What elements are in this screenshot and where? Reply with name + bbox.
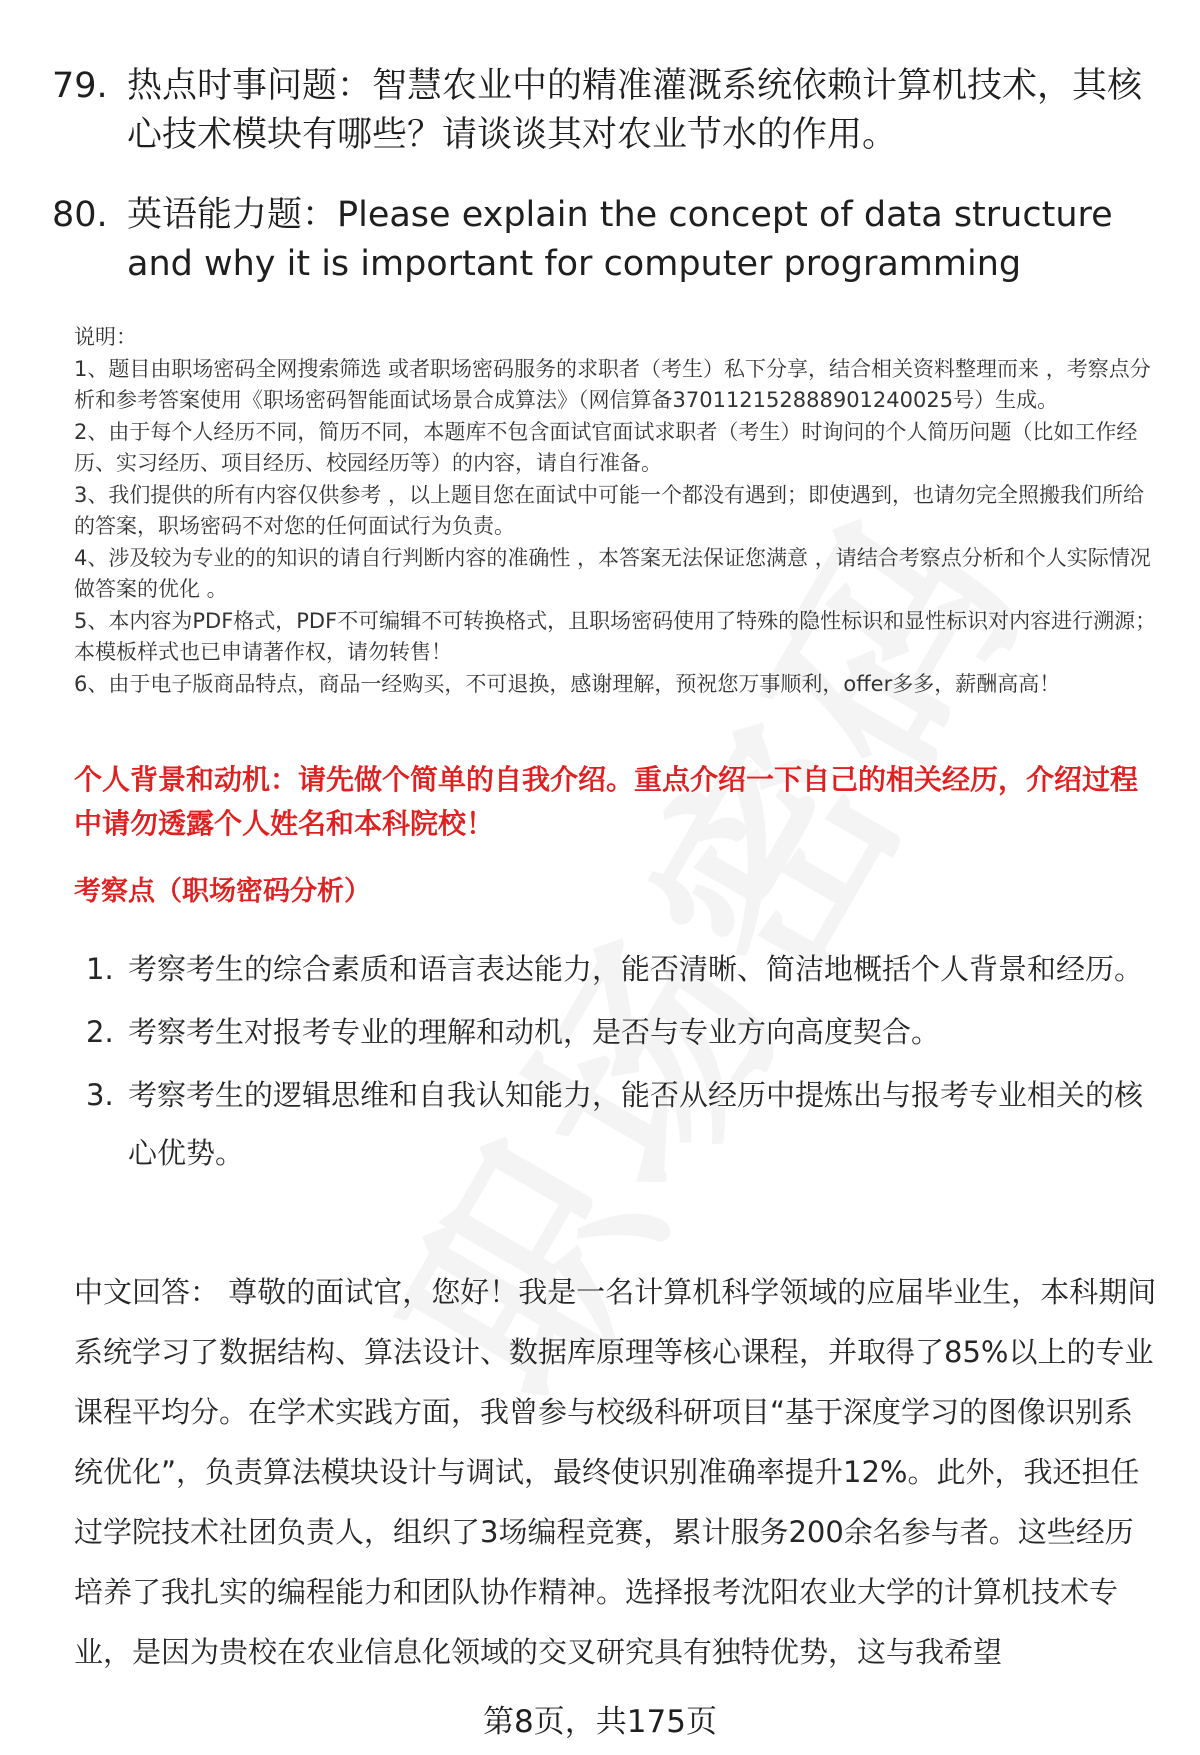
- section-title: 个人背景和动机：请先做个简单的自我介绍。重点介绍一下自己的相关经历，介绍过程中请勿透露个人姓名和本科院校！: [74, 763, 1139, 840]
- list-item: [86, 940, 1156, 998]
- disclaimer-notes: [74, 322, 1159, 700]
- assessment-points-title: 考察点（职场密码分析）: [74, 876, 371, 907]
- list-item: [86, 1003, 1156, 1061]
- notes-heading: 说明：: [74, 325, 137, 349]
- list-item: [86, 1066, 1156, 1182]
- list-item-number: 1.: [86, 952, 114, 986]
- question-79: [52, 62, 1162, 160]
- list-item-text: 考察考生的综合素质和语言表达能力，能否清晰、简洁地概括个人背景和经历。: [128, 952, 1144, 986]
- note-item: 2、由于每个人经历不同，简历不同，本题库不包含面试官面试求职者（考生）时询问的个人简历问题（比如工作经历、实习经历、项目经历、校园经历等）的内容，请自行准备。: [74, 419, 1138, 475]
- question-text: 英语能力题：Please explain the concept of data structure and why it is important for computer programming: [127, 195, 1113, 284]
- note-item: 5、本内容为PDF格式，PDF不可编辑不可转换格式，且职场密码使用了特殊的隐性标识和显性标识对内容进行溯源；本模板样式也已申请著作权，请勿转售！: [74, 608, 1157, 664]
- page-footer: 第8页，共175页: [483, 1704, 717, 1740]
- question-number: 80.: [52, 195, 108, 235]
- chinese-answer: 中文回答： 尊敬的面试官，您好！我是一名计算机科学领域的应届毕业生，本科期间系统学习了数据结构、算法设计、数据库原理等核心课程，并取得了85%以上的专业课程平均分。在学术实践方面，我曾参与校级科研项目“基于深度学习的图像识别系统优化”，负责算法模块设计与调试，最终使识别准确率提升12%。此外，我还担任过学院技术社团负责人，组织了3场编程竞赛，累计服务200余名参与者。这些经历培养了我扎实的编程能力和团队协作精神。选择报考沈阳农业大学的计算机技术专业，是因为贵校在农业信息化领域的交叉研究具有独特优势，这与我希望: [74, 1275, 1157, 1669]
- list-item-number: 2.: [86, 1015, 114, 1049]
- list-item-number: 3.: [86, 1078, 114, 1112]
- note-item: 4、涉及较为专业的的知识的请自行判断内容的准确性 ，本答案无法保证您满意 ，请结合考察点分析和个人实际情况做答案的优化 。: [74, 545, 1151, 601]
- question-text: 热点时事问题：智慧农业中的精准灌溉系统依赖计算机技术，其核心技术模块有哪些？请谈谈其对农业节水的作用。: [127, 66, 1143, 155]
- note-item: 3、我们提供的所有内容仅供参考 ，以上题目您在面试中可能一个都没有遇到；即使遇到，也请勿完全照搬我们所给的答案，职场密码不对您的任何面试行为负责。: [74, 482, 1145, 538]
- question-number: 79.: [52, 66, 108, 106]
- list-item-text: 考察考生对报考专业的理解和动机，是否与专业方向高度契合。: [128, 1015, 941, 1049]
- assessment-points-list: [86, 940, 1156, 1187]
- question-80: [52, 191, 1162, 289]
- note-item: 6、由于电子版商品特点，商品一经购买，不可退换，感谢理解，预祝您万事顺利，offer多多，薪酬高高！: [74, 671, 1061, 696]
- list-item-text: 考察考生的逻辑思维和自我认知能力，能否从经历中提炼出与报考专业相关的核心优势。: [128, 1078, 1144, 1170]
- note-item: 1、题目由职场密码全网搜索筛选 或者职场密码服务的求职者（考生）私下分享，结合相关资料整理而来 ，考察点分析和参考答案使用《职场密码智能面试场景合成算法》（网信算备370112152888901240025号）生成。: [74, 356, 1151, 412]
